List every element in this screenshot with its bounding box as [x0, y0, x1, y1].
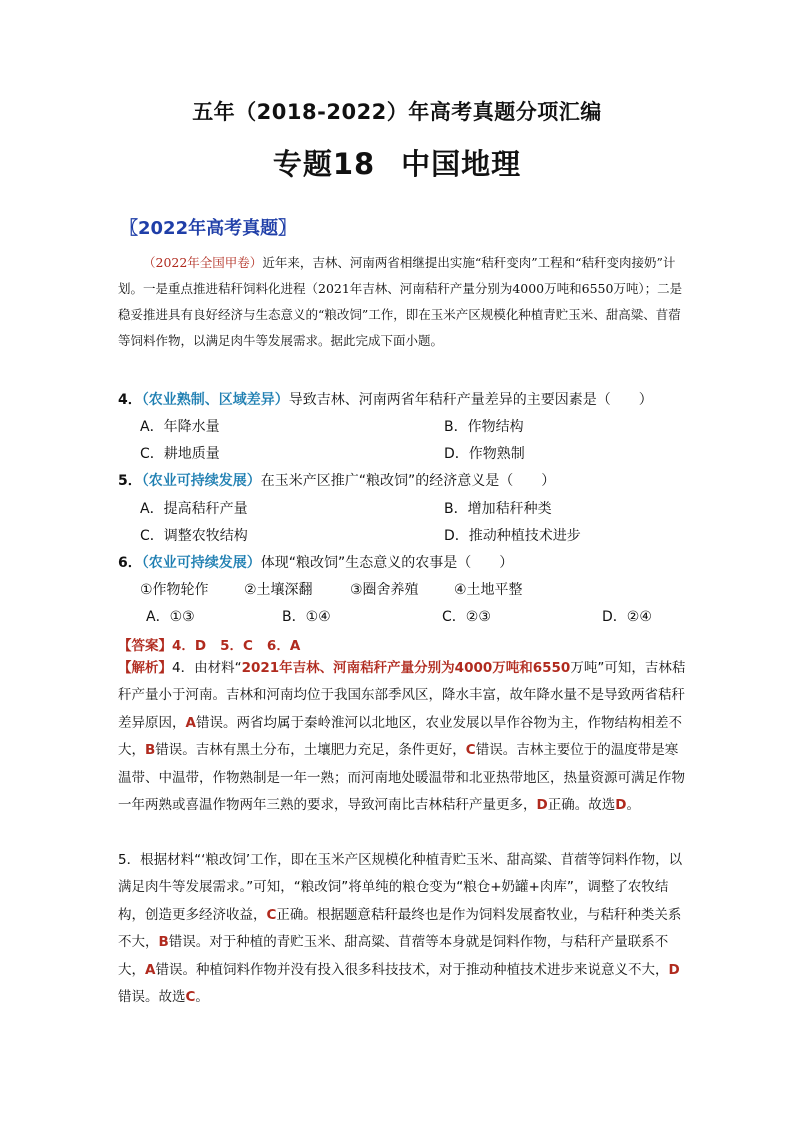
analysis-text: 错误。故选 — [118, 989, 186, 1006]
analysis-text: 正确。根据题意秸秆最终也是作为饲料发展畜牧业，与秸秆种类关系不大， — [118, 906, 682, 951]
analysis-text: 错误。对于种植的青贮玉米、甜高粱、苜蓿等本身就是饲料作物，与秸秆产量联系不大， — [118, 934, 669, 978]
option-letter: D — [536, 797, 548, 814]
section-header: 〖2022年高考真题〗 — [120, 218, 297, 239]
topic-number: 专题18 — [272, 147, 376, 181]
analysis-text: 错误。吉林有黑土分布，土壤肥力充足，条件更好， — [155, 742, 466, 759]
analysis-highlight: 4000 — [454, 660, 493, 676]
analysis-text: 错误。两省均属于秦岭淮河以北地区，农业发展以旱作谷物为主，作物结构相差不大， — [118, 714, 682, 759]
option-5d: D．推动种植技术进步 — [444, 528, 581, 544]
option-5c: C．调整农牧结构 — [140, 528, 248, 544]
item-6-1: ①作物轮作 — [140, 582, 209, 598]
answer-6: 6．A — [266, 638, 301, 654]
intro-text: 近年来，吉林、河南两省相继提出实施“秸秆变肉”工程和“秸秆变肉接奶”计划。一是重点推进秸秆饲料化进程（2021年吉林、河南秸秆产量分别为4000万吨和6550万吨）；二是稳妥推进具有良好经济与生态意义的“粮改饲”工作，即在玉米产区规模化种植青贮玉米、甜高粱、苜蓿等饲料作物，以满足肉牛等发展需求。据此完成下面小题。 — [118, 255, 683, 348]
intro-source: （2022年全国甲卷） — [143, 255, 263, 270]
intro-paragraph — [118, 250, 688, 354]
option-letter: C — [465, 742, 476, 759]
topic-name: 中国地理 — [401, 147, 522, 181]
question-number: 5． — [118, 473, 142, 489]
option-letter: C — [266, 906, 277, 923]
analysis-text: 正确。故选 — [547, 797, 616, 814]
option-letter: A — [185, 714, 196, 731]
option-6a: A．①③ — [146, 609, 195, 625]
answer-4: 4．D — [172, 638, 207, 654]
analysis-label: 【解析】 — [118, 660, 172, 676]
question-6 — [118, 552, 513, 572]
analysis-4 — [118, 655, 690, 819]
option-letter: B — [145, 742, 156, 759]
analysis-text: 4．由材料“ — [172, 660, 242, 676]
item-6-3: ③圈舍养殖 — [350, 582, 419, 598]
question-tag: （农业可持续发展） — [141, 473, 261, 489]
item-6-4: ④土地平整 — [454, 582, 523, 598]
option-6b: B．①④ — [282, 609, 331, 625]
question-stem: 体现“粮改饲”生态意义的农事是（ ） — [260, 555, 514, 571]
analysis-highlight: 万吨和 — [492, 660, 533, 676]
option-letter: C — [185, 989, 196, 1006]
question-stem: 导致吉林、河南两省年秸秆产量差异的主要因素是（ ） — [288, 392, 653, 408]
item-6-2: ②土壤深翻 — [244, 582, 313, 598]
analysis-highlight: 2021年吉林、河南秸秆产量分别为 — [241, 660, 455, 676]
option-4c: C．耕地质量 — [140, 446, 220, 462]
analysis-text: 。 — [626, 797, 640, 814]
question-tag: （农业可持续发展） — [141, 555, 261, 571]
option-letter: D — [668, 961, 680, 978]
question-tag: （农业熟制、区域差异） — [141, 392, 289, 408]
option-4d: D．作物熟制 — [444, 446, 525, 462]
answer-5: 5．C — [220, 638, 253, 654]
question-stem: 在玉米产区推广“粮改饲”的经济意义是（ ） — [260, 473, 556, 489]
analysis-text: 5．根据材料“‘粮改饲’工作，即在玉米产区规模化种植青贮玉米、甜高粱、苜蓿等饲料作物，以满足肉牛等发展需求。”可知，“粮改饲”将单纯的粮仓变为“粮仓+奶罐+肉库”，调整了农牧结构，创造更多经济收益， — [118, 852, 683, 923]
answer-label: 【答案】 — [118, 638, 172, 654]
option-5a: A．提高秸秆产量 — [140, 501, 248, 517]
option-6c: C．②③ — [442, 609, 491, 625]
option-4a: A．年降水量 — [140, 419, 220, 435]
analysis-text: 。 — [195, 989, 209, 1006]
topic-title — [0, 142, 794, 183]
analysis-text: 错误。种植饲料作物并没有投入很多科技技术，对于推动种植技术进步来说意义不大， — [155, 961, 669, 978]
analysis-5 — [118, 847, 690, 1011]
question-number: 6． — [118, 555, 142, 571]
analysis-text: 错误。吉林主要位于的温度带是寒温带、中温带，作物熟制是一年一熟；而河南地处暖温带和北亚热带地区，热量资源可满足作物一年两熟或喜温作物两年三熟的要求，导致河南比吉林秸秆产量更多， — [118, 742, 685, 814]
option-letter: B — [158, 934, 169, 951]
analysis-highlight: 6550 — [532, 660, 571, 676]
option-letter: D — [615, 797, 627, 814]
question-number: 4． — [118, 392, 142, 408]
option-5b: B．增加秸秆种类 — [444, 501, 552, 517]
option-6d: D．②④ — [602, 609, 652, 625]
option-4b: B．作物结构 — [444, 419, 524, 435]
option-letter: A — [145, 961, 156, 978]
page-title: 五年（2018-2022）年高考真题分项汇编 — [192, 100, 602, 124]
question-4 — [118, 389, 653, 409]
question-5 — [118, 470, 555, 490]
analysis-text: 万吨”可知，吉林秸秆产量小于河南。吉林和河南均位于我国东部季风区，降水丰富，故年降水量不是导致两省秸秆差异原因， — [118, 660, 686, 731]
answer-line — [118, 634, 314, 654]
